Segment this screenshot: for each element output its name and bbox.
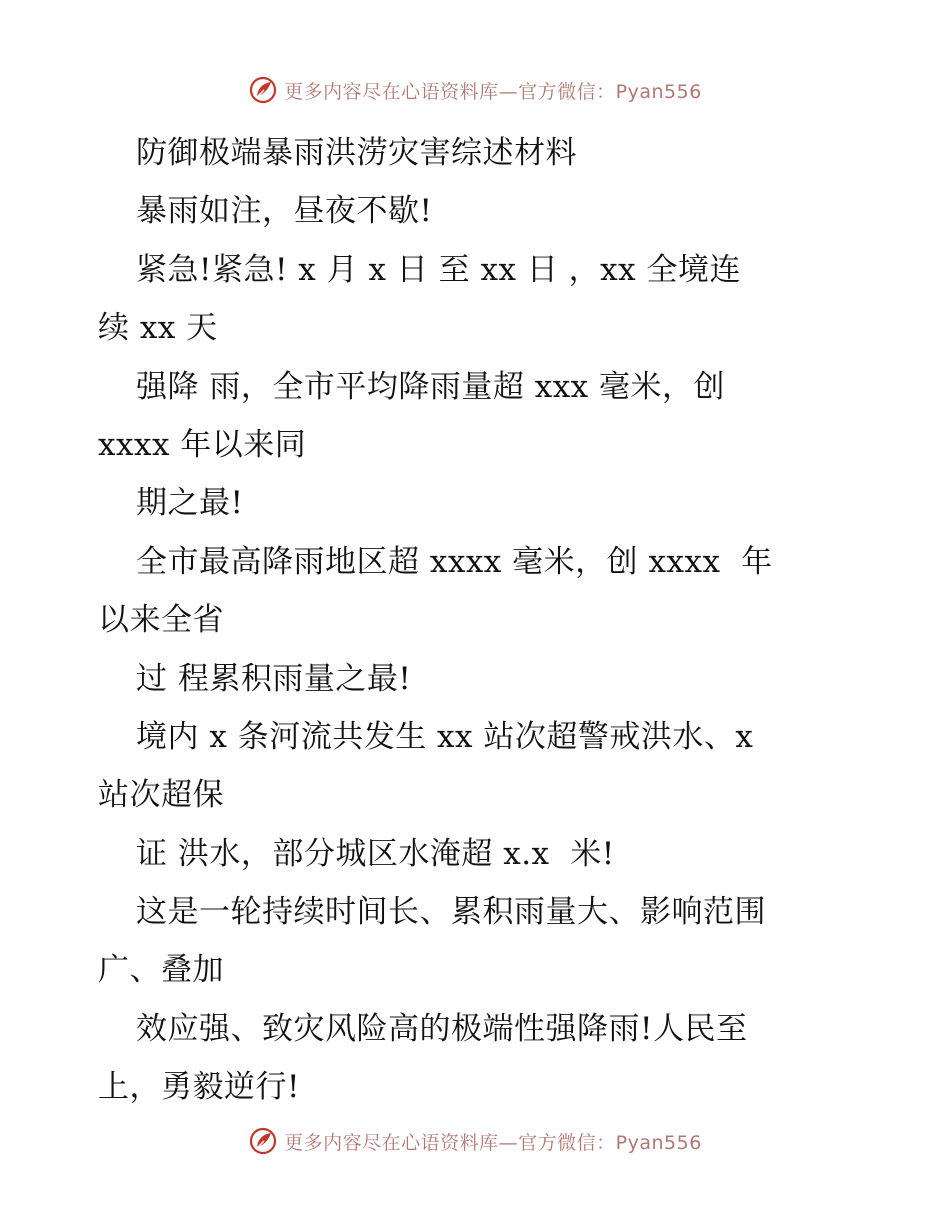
body-line: 上，勇毅逆行! <box>98 1069 300 1106</box>
leaf-seal-icon <box>248 75 278 105</box>
body-line: 以来全省 <box>98 602 224 639</box>
body-line: 效应强、致灾风险高的极端性强降雨!人民至 <box>136 1010 748 1047</box>
document-body <box>98 124 838 1117</box>
body-line: 广、叠加 <box>98 952 224 989</box>
body-line: 全市最高降雨地区超 xxxx 毫米，创 xxxx 年 <box>136 543 773 580</box>
body-line: 强降 雨，全市平均降雨量超 xxx 毫米，创 <box>136 368 726 405</box>
body-line: 续 xx 天 <box>98 310 218 347</box>
header-watermark-banner <box>0 73 950 107</box>
body-line: 紧急!紧急! x 月 x 日 至 xx 日 ，xx 全境连 <box>136 251 741 288</box>
body-line: 过 程累积雨量之最! <box>136 660 412 697</box>
document-title: 防御极端暴雨洪涝灾害综述材料 <box>136 135 577 171</box>
header-watermark-label: 更多内容尽在心语资料库—官方微信： <box>284 80 616 103</box>
footer-watermark-banner <box>0 1124 950 1158</box>
footer-watermark-label: 更多内容尽在心语资料库—官方微信： <box>284 1131 616 1154</box>
leaf-seal-icon <box>248 1126 278 1156</box>
header-watermark-handle: Pyan556 <box>615 80 702 103</box>
body-line: 境内 x 条河流共发生 xx 站次超警戒洪水、x <box>136 718 754 755</box>
header-watermark-text <box>284 77 702 104</box>
body-line: 暴雨如注，昼夜不歇! <box>136 193 433 230</box>
footer-watermark-handle: Pyan556 <box>615 1131 702 1154</box>
body-line: 期之最! <box>136 485 244 522</box>
body-line: 站次超保 <box>98 777 224 814</box>
footer-watermark-text <box>284 1128 702 1155</box>
body-line: xxxx 年以来同 <box>98 426 307 463</box>
body-line: 这是一轮持续时间长、累积雨量大、影响范围 <box>136 894 766 931</box>
body-line: 证 洪水，部分城区水淹超 x.x 米! <box>136 835 615 872</box>
